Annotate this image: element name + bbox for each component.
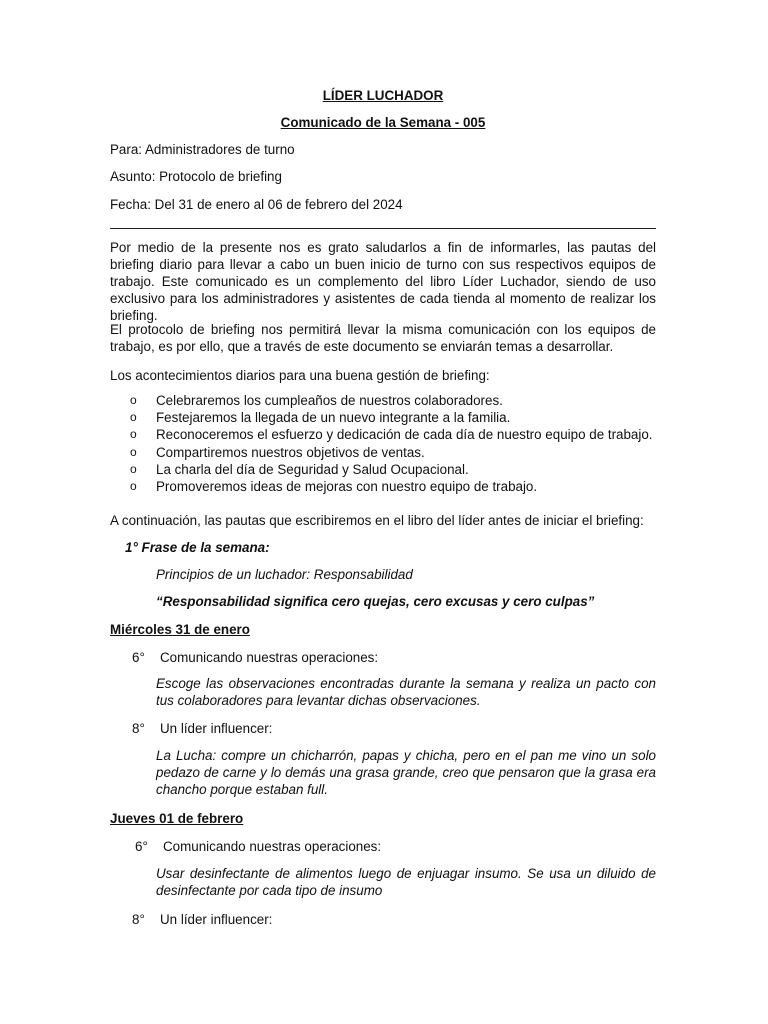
- document-subtitle: Comunicado de la Semana - 005: [280, 115, 486, 130]
- asunto-line: Asunto: Protocolo de briefing: [110, 169, 282, 184]
- para-line: Para: Administradores de turno: [110, 142, 295, 157]
- fecha-line: Fecha: Del 31 de enero al 06 de febrero del 2024: [110, 197, 403, 212]
- events-list: [110, 392, 656, 495]
- phrase-heading: 1° Frase de la semana:: [125, 540, 270, 555]
- events-lead: Los acontecimientos diarios para una buena gestión de briefing:: [110, 368, 490, 383]
- bullet-icon: o: [130, 410, 137, 425]
- day2-item6-text: Usar desinfectante de alimentos luego de enjuagar insumo. Se usa un diluido de desinfectante por cada tipo de insumo: [156, 866, 656, 898]
- list-item: o Promoveremos ideas de mejoras con nuestro equipo de trabajo.: [130, 479, 538, 495]
- day1-heading: Miércoles 31 de enero: [110, 622, 250, 637]
- day2-item8: 8° Un líder influencer:: [132, 912, 273, 927]
- day1-item8-text: La Lucha: compre un chicharrón, papas y chicha, pero en el pan me vino un solo pedazo de carne y lo demás una grasa grande, creo que pensaron que la grasa era chancho porque estaban full.: [156, 748, 656, 797]
- bullet-icon: o: [130, 393, 137, 407]
- list-item: o La charla del día de Seguridad y Salud Ocupacional.: [130, 461, 469, 477]
- intro-paragraph-2: El protocolo de briefing nos permitirá llevar la misma comunicación con los equipos de trabajo, es por ello, que a través de este documento se enviarán temas a desarrollar.: [110, 322, 656, 354]
- list-item: o Festejaremos la llegada de un nuevo integrante a la familia.: [130, 410, 511, 426]
- day2-item6: 6° Comunicando nuestras operaciones:: [135, 839, 382, 854]
- list-item: o Reconoceremos el esfuerzo y dedicación de cada día de nuestro equipo de trabajo.: [130, 427, 653, 443]
- day1-item6-text: Escoge las observaciones encontradas durante la semana y realiza un pacto con tus colaboradores para levantar dichas observaciones.: [156, 676, 656, 708]
- day1-item6: 6° Comunicando nuestras operaciones:: [132, 650, 379, 665]
- bullet-icon: o: [130, 479, 137, 494]
- day1-item8: 8° Un líder influencer:: [132, 721, 273, 736]
- phrase-principle: Principios de un luchador: Responsabilidad: [156, 567, 413, 582]
- list-item: o Compartiremos nuestros objetivos de ventas.: [130, 444, 425, 460]
- header-divider: [110, 228, 656, 229]
- day2-heading: Jueves 01 de febrero: [110, 811, 244, 826]
- bullet-icon: o: [130, 427, 137, 442]
- intro-paragraph-1: Por medio de la presente nos es grato saludarlos a fin de informarles, las pautas del briefing diario para llevar a cabo un buen inicio de turno con sus respectivos equipos de trabajo. Este comunicado es un complemento del libro Líder Luchador, siendo de uso exclusivo para los administradores y asistentes de cada tienda al momento de realizar los briefing.: [110, 240, 656, 323]
- list-item: o Celebraremos los cumpleaños de nuestros colaboradores.: [130, 393, 503, 408]
- bullet-icon: o: [130, 461, 137, 476]
- document-title: LÍDER LUCHADOR: [322, 88, 444, 103]
- phrase-quote: “Responsabilidad significa cero quejas, cero excusas y cero culpas”: [156, 594, 595, 609]
- bullet-icon: o: [130, 444, 137, 459]
- continuation-line: A continuación, las pautas que escribiremos en el libro del líder antes de iniciar el briefing:: [110, 513, 644, 528]
